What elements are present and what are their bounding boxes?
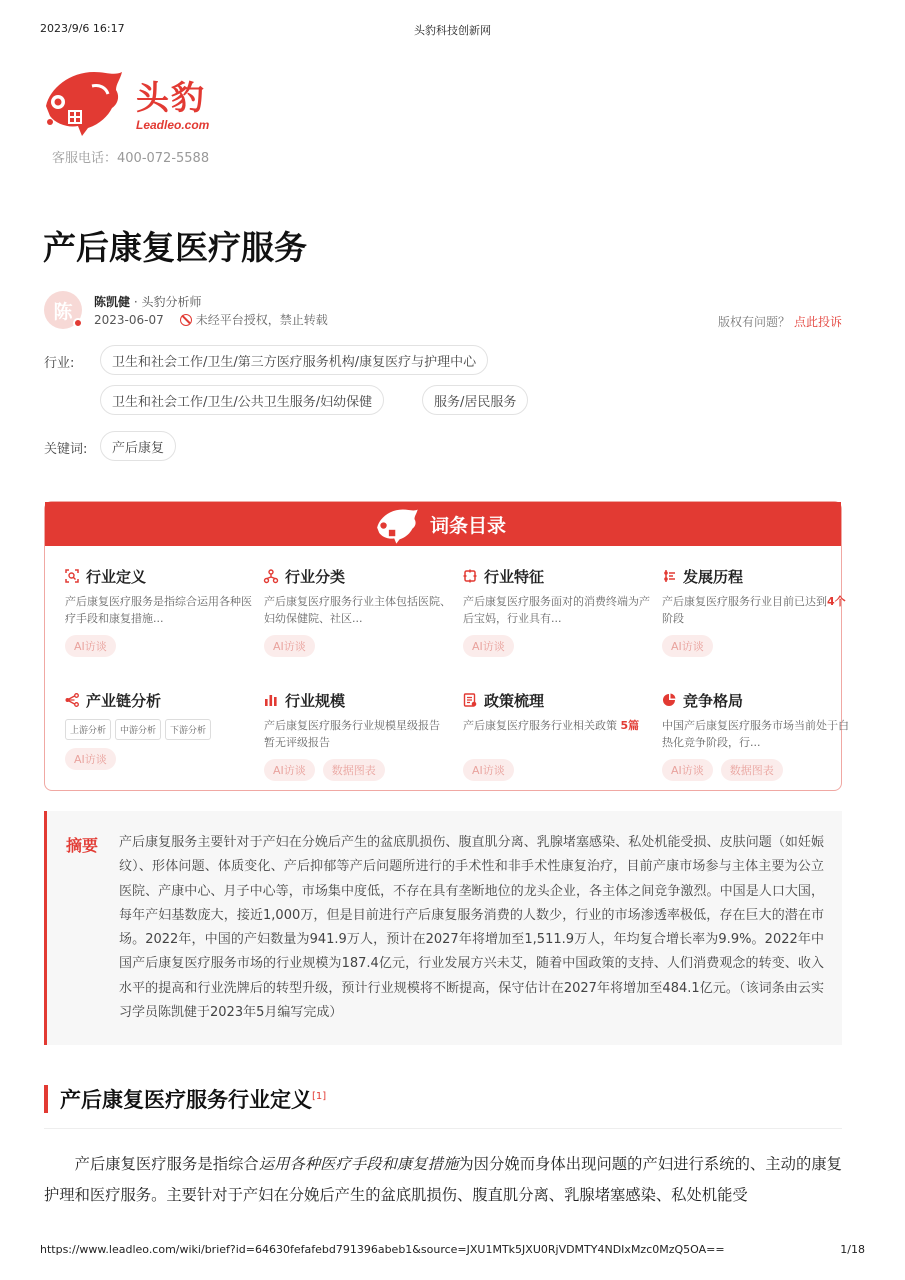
chain-icon <box>65 693 79 707</box>
search-doc-icon <box>65 569 79 583</box>
toc-item-classification[interactable] <box>264 566 454 657</box>
ai-interview-pill[interactable]: AI访谈 <box>662 635 713 657</box>
leopard-logo-icon <box>42 66 132 136</box>
reference-link[interactable]: [1] <box>312 1091 327 1102</box>
ai-interview-pill[interactable]: AI访谈 <box>662 759 713 781</box>
industry-tag[interactable]: 卫生和社会工作/卫生/公共卫生服务/妇幼保健 <box>100 385 384 415</box>
hierarchy-icon <box>264 569 278 583</box>
ai-interview-pill[interactable]: AI访谈 <box>264 759 315 781</box>
definition-paragraph <box>44 1149 842 1211</box>
section-divider <box>44 1128 842 1129</box>
toc-item-desc: 中国产后康复医疗服务市场当前处于白热化竞争阶段，行... <box>662 719 849 749</box>
toc-item-desc: 产后康复医疗服务行业规模星级报告 暂无评级报告 <box>264 719 440 749</box>
ai-interview-pill[interactable]: AI访谈 <box>463 635 514 657</box>
toc-item-desc: 产后康复医疗服务面对的消费终端为产后宝妈，行业具有... <box>463 595 650 625</box>
footer-url: https://www.leadleo.com/wiki/brief?id=64630fefafebd791396abeb1&source=JXU1MTk5JXU0RjVDMTY4NDIxMzc0MzQ5OA== <box>40 1243 725 1256</box>
bar-chart-icon <box>264 693 278 707</box>
para-rest: 为因分娩而身体出现问题的产妇进行系统的、主动的康复护理和医疗服务。主要针对于产妇在分娩后产生的盆底肌损伤、腹直肌分离、乳腺堵塞感染、私处机能受 <box>44 1155 842 1204</box>
leopard-logo-icon <box>375 505 423 545</box>
avatar-badge-icon <box>73 318 83 328</box>
customer-hotline: 客服电话：400-072-5588 <box>52 151 210 166</box>
industry-tag[interactable]: 服务/居民服务 <box>422 385 528 415</box>
desc-prefix: 产后康复医疗服务行业目前已达到 <box>662 595 827 608</box>
toc-item-title: 行业定义 <box>86 567 147 586</box>
section-accent-bar <box>44 1085 48 1113</box>
page-number: 1/18 <box>840 1243 865 1256</box>
logo-name: 头豹 <box>136 78 206 117</box>
toc-item-title: 行业分类 <box>285 567 346 586</box>
print-site-title: 头豹科技创新网 <box>414 24 491 37</box>
section-title <box>60 1084 326 1114</box>
toc-item-desc: 产后康复医疗服务是指综合运用各种医疗手段和康复措施... <box>65 595 252 625</box>
desc-highlight: 5篇 <box>620 719 640 732</box>
toc-item-history[interactable] <box>662 566 852 657</box>
toc-header <box>45 502 841 546</box>
copyright-question: 版权有问题？ <box>717 315 790 329</box>
downstream-analysis-tag[interactable]: 下游分析 <box>165 719 211 740</box>
logo-domain: Leadleo.com <box>136 118 210 132</box>
para-start: 产后康复医疗服务是指综合 <box>74 1155 259 1173</box>
desc-prefix: 产后康复医疗服务行业相关政策 <box>463 719 621 732</box>
policy-doc-icon <box>463 693 477 707</box>
leadleo-logo[interactable] <box>42 66 222 138</box>
toc-title: 词条目录 <box>430 515 507 537</box>
license-note-text: 未经平台授权，禁止转载 <box>195 313 328 327</box>
toc-item-policy[interactable] <box>463 690 653 781</box>
toc-item-title: 产业链分析 <box>86 691 162 710</box>
ai-interview-pill[interactable]: AI访谈 <box>65 748 116 770</box>
page-title: 产后康复医疗服务 <box>43 228 307 267</box>
desc-highlight: 4个 <box>827 595 846 608</box>
copyright-notice <box>718 313 842 330</box>
toc-item-features[interactable] <box>463 566 653 657</box>
timeline-icon <box>662 569 676 583</box>
data-chart-pill[interactable]: 数据图表 <box>721 759 783 781</box>
abstract-label: 摘要 <box>66 836 99 855</box>
abstract-text: 产后康复服务主要针对于产妇在分娩后产生的盆底肌损伤、腹直肌分离、乳腺堵塞感染、私处机能受损、皮肤问题（如妊娠纹）、形体问题、体质变化、产后抑郁等产后问题所进行的手术性和非手术性康复治疗，目前产康市场参与主体主要为公立医院、产康中心、月子中心等，市场集中度低，不存在具有垄断地位的龙头企业，各主体之间竞争激烈。中国是人口大国，每年产妇基数庞大，接近1,000万，但是目前进行产后康复服务消费的人数少，行业的市场渗透率极低，存在巨大的潜在市场。2022年，中国的产妇数量为941.9万人，预计在2027年将增加至1,511.9万人，年均复合增长率为9.9%。2022年中国产后康复医疗服务市场的行业规模为187.4亿元，行业发展方兴未艾，随着中国政策的支持、人们消费观念的转变、收入水平的提高和行业洗牌后的转型升级，预计行业规模将不断提高，保守估计在2027年将增加至484.1亿元。（该词条由云实习学员陈凯健于2023年5月编写完成） <box>119 835 824 1021</box>
author-line <box>94 293 201 310</box>
puzzle-icon <box>463 569 477 583</box>
toc-item-title: 政策梳理 <box>484 691 545 710</box>
section-title-text: 产后康复医疗服务行业定义 <box>60 1088 312 1112</box>
keywords-label: 关键词: <box>44 442 88 457</box>
toc-item-desc <box>662 593 852 627</box>
industry-tag[interactable]: 卫生和社会工作/卫生/第三方医疗服务机构/康复医疗与护理中心 <box>100 345 488 375</box>
toc-item-definition[interactable] <box>65 566 255 657</box>
abstract-box <box>44 811 842 1045</box>
pie-icon <box>662 693 676 707</box>
para-italic: 运用各种医疗手段和康复措施 <box>258 1155 459 1173</box>
toc-item-title: 行业特征 <box>484 567 545 586</box>
industry-label: 行业: <box>44 356 75 371</box>
author-role: · 头豹分析师 <box>130 295 202 309</box>
toc-item-scale[interactable] <box>264 690 454 781</box>
print-date: 2023/9/6 16:17 <box>40 22 125 35</box>
report-link[interactable]: 点此投诉 <box>793 315 842 329</box>
toc-item-desc <box>463 717 653 751</box>
desc-suffix: 阶段 <box>662 612 684 625</box>
ai-interview-pill[interactable]: AI访谈 <box>264 635 315 657</box>
data-chart-pill[interactable]: 数据图表 <box>323 759 385 781</box>
publish-date: 2023-06-07 <box>94 312 164 327</box>
ai-interview-pill[interactable]: AI访谈 <box>65 635 116 657</box>
toc-item-title: 行业规模 <box>285 691 346 710</box>
meta-line <box>94 311 328 328</box>
upstream-analysis-tag[interactable]: 上游分析 <box>65 719 111 740</box>
avatar-initial: 陈 <box>53 300 73 323</box>
table-of-contents <box>44 501 849 791</box>
keyword-tag[interactable]: 产后康复 <box>100 431 176 461</box>
forbidden-icon <box>180 314 192 326</box>
toc-item-competition[interactable] <box>662 690 852 781</box>
author-avatar[interactable] <box>44 291 82 329</box>
toc-item-title: 竞争格局 <box>683 691 744 710</box>
toc-item-chain[interactable] <box>65 690 255 770</box>
midstream-analysis-tag[interactable]: 中游分析 <box>115 719 161 740</box>
ai-interview-pill[interactable]: AI访谈 <box>463 759 514 781</box>
author-name[interactable]: 陈凯健 <box>94 295 131 309</box>
toc-item-title: 发展历程 <box>683 567 744 586</box>
toc-item-desc: 产后康复医疗服务行业主体包括医院、妇幼保健院、社区... <box>264 595 451 625</box>
license-note <box>180 311 328 328</box>
